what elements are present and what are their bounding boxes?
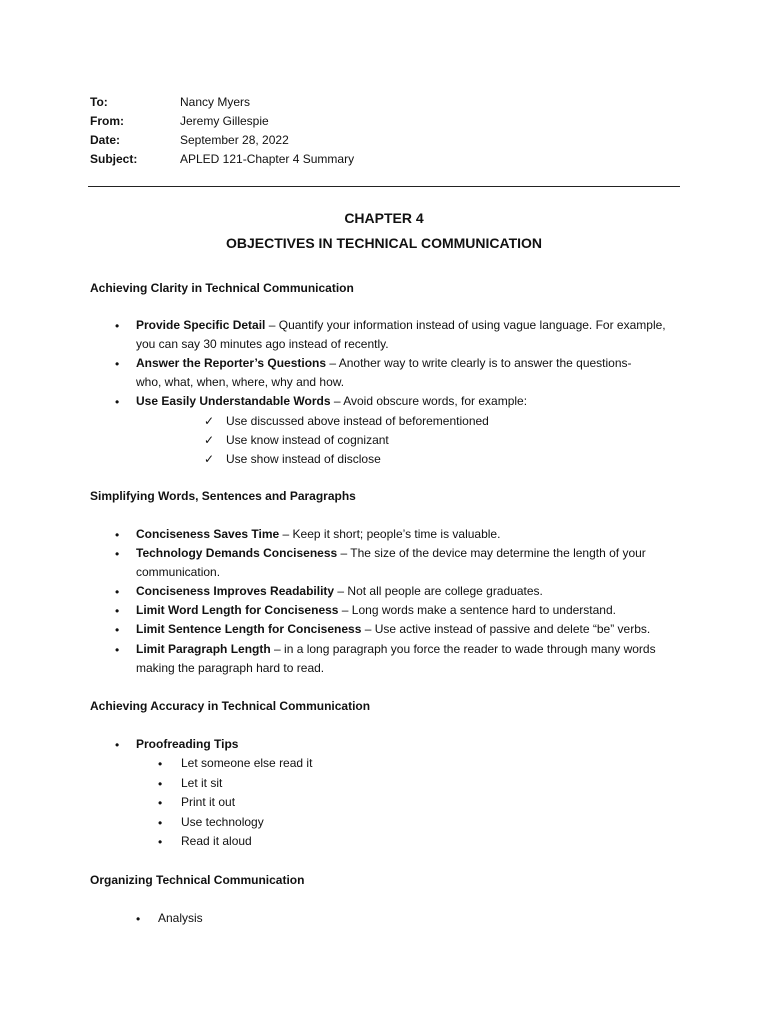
subject-label: Subject: <box>90 152 138 166</box>
bullet-icon: • <box>115 623 120 637</box>
item-term: Limit Sentence Length for Conciseness <box>136 622 362 636</box>
bullet-icon: • <box>115 357 120 371</box>
to-value: Nancy Myers <box>180 95 251 109</box>
bullet-icon: • <box>115 547 120 561</box>
proofreading-tips-item: Proofreading Tips <box>136 737 239 751</box>
from-value: Jeremy Gillespie <box>180 114 269 128</box>
item-description: – Not all people are college graduates. <box>334 584 543 598</box>
analysis-item: Analysis <box>158 911 203 925</box>
checkmark-icon: ✓ <box>204 414 215 428</box>
bullet-icon: • <box>158 757 163 771</box>
item-term: Conciseness Improves Readability <box>136 584 335 598</box>
date-value: September 28, 2022 <box>180 133 289 147</box>
page-heading: OBJECTIVES IN TECHNICAL COMMUNICATION <box>225 235 543 251</box>
item-description: – Long words make a sentence hard to understand. <box>338 603 616 617</box>
section-heading-organizing: Organizing Technical Communication <box>90 873 305 887</box>
check-item: Use show instead of disclose <box>226 452 381 466</box>
tip-item: Print it out <box>181 795 236 809</box>
item-term: Limit Word Length for Conciseness <box>136 603 339 617</box>
list-item <box>136 316 676 354</box>
checkmark-icon: ✓ <box>204 452 215 466</box>
bullet-icon: • <box>158 816 163 830</box>
item-term: Technology Demands Conciseness <box>136 546 338 560</box>
list-item <box>136 525 676 544</box>
list-item <box>136 601 676 620</box>
bullet-icon: • <box>158 835 163 849</box>
bullet-icon: • <box>136 912 141 926</box>
checkmark-icon: ✓ <box>204 433 215 447</box>
bullet-icon: • <box>115 395 120 409</box>
check-item: Use know instead of cognizant <box>226 433 389 447</box>
item-description: – Keep it short; people’s time is valuable. <box>279 527 501 541</box>
to-label: To: <box>90 95 108 109</box>
check-item: Use discussed above instead of beforementioned <box>226 414 489 428</box>
bullet-icon: • <box>115 604 120 618</box>
bullet-icon: • <box>115 319 120 333</box>
item-description: – Avoid obscure words, for example: <box>330 394 528 408</box>
item-description: – The size of the device may determine the length of your communication. <box>136 546 646 579</box>
list-item <box>136 640 684 678</box>
bullet-icon: • <box>115 585 120 599</box>
header-divider <box>88 186 680 187</box>
list-item <box>136 544 676 582</box>
tip-item: Read it aloud <box>181 834 252 848</box>
tip-item: Let someone else read it <box>181 756 313 770</box>
section-heading-simplifying: Simplifying Words, Sentences and Paragraphs <box>90 489 356 503</box>
bullet-icon: • <box>158 796 163 810</box>
section-heading-clarity: Achieving Clarity in Technical Communication <box>90 281 354 295</box>
item-term: Provide Specific Detail <box>136 318 266 332</box>
list-item <box>136 582 676 601</box>
bullet-icon: • <box>115 528 120 542</box>
date-label: Date: <box>90 133 121 147</box>
section-heading-accuracy: Achieving Accuracy in Technical Communication <box>90 699 371 713</box>
list-item <box>136 392 676 411</box>
bullet-icon: • <box>115 738 120 752</box>
item-term: Conciseness Saves Time <box>136 527 280 541</box>
bullet-icon: • <box>115 643 120 657</box>
bullet-icon: • <box>158 777 163 791</box>
item-term: Answer the Reporter’s Questions <box>136 356 327 370</box>
list-item <box>136 354 660 392</box>
from-label: From: <box>90 114 124 128</box>
chapter-title: CHAPTER 4 <box>344 210 424 226</box>
list-item <box>136 620 676 639</box>
subject-value: APLED 121-Chapter 4 Summary <box>180 152 355 166</box>
item-description: – in a long paragraph you force the reader to wade through many words making the paragraph hard to read. <box>136 642 656 675</box>
tip-item: Let it sit <box>181 776 223 790</box>
item-description: – Another way to write clearly is to answer the questions- who, what, when, where, why and how. <box>136 356 632 389</box>
item-term: Limit Paragraph Length <box>136 642 271 656</box>
tip-item: Use technology <box>181 815 264 829</box>
item-term: Use Easily Understandable Words <box>136 394 331 408</box>
item-description: – Quantify your information instead of using vague language. For example, you can say 30 minutes ago instead of recently. <box>136 318 666 351</box>
item-description: – Use active instead of passive and delete “be” verbs. <box>361 622 651 636</box>
